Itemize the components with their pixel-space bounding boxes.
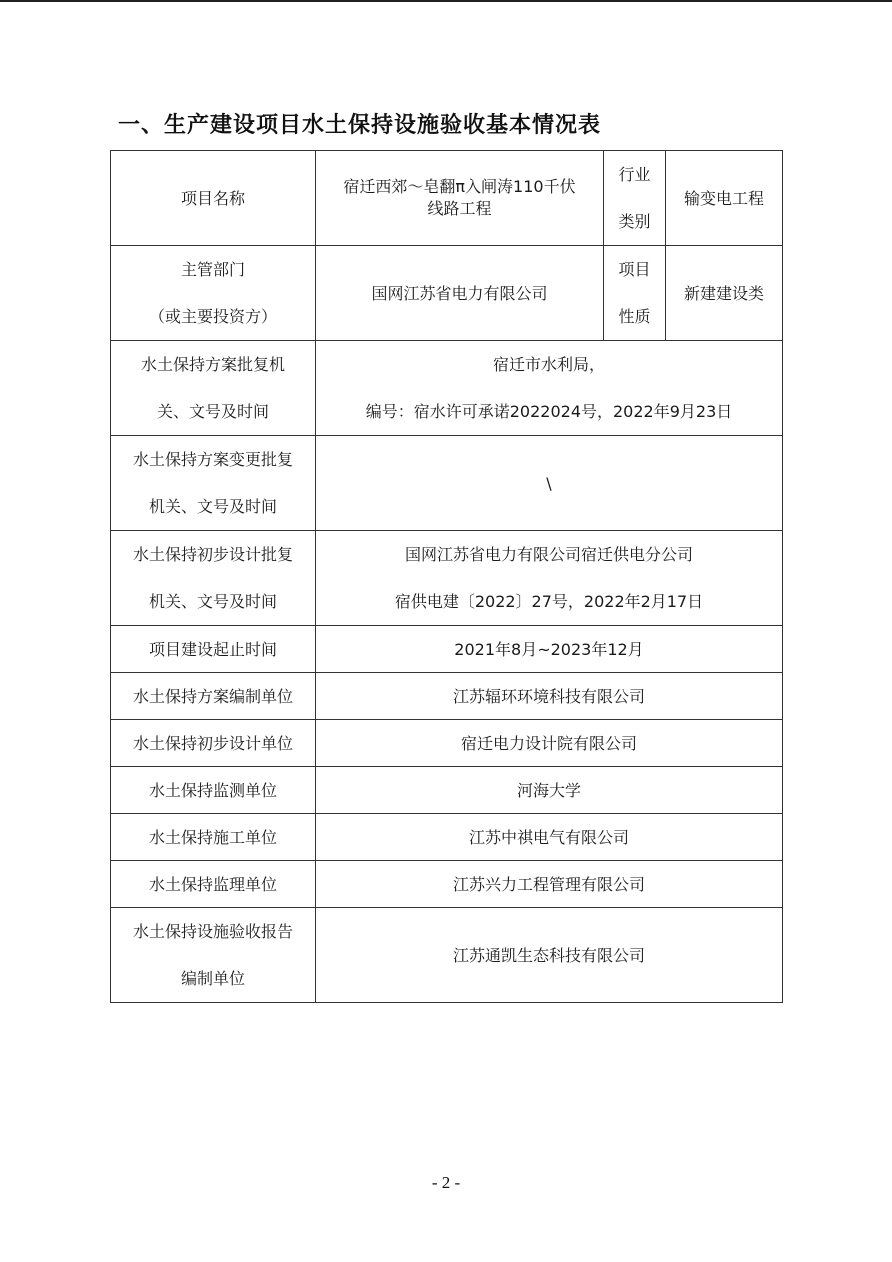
plan-approval-label: 水土保持方案批复机 关、文号及时间 xyxy=(111,341,316,436)
table-row xyxy=(111,908,783,1003)
plan-unit-value: 江苏辐环环境科技有限公司 xyxy=(316,673,783,720)
table-row xyxy=(111,531,783,626)
project-nature-label: 项目 性质 xyxy=(604,246,666,341)
monitoring-unit-label: 水土保持监测单位 xyxy=(111,767,316,814)
construction-unit-label: 水土保持施工单位 xyxy=(111,814,316,861)
plan-change-value: \ xyxy=(316,436,783,531)
department-value: 国网江苏省电力有限公司 xyxy=(316,246,604,341)
table-row xyxy=(111,246,783,341)
table-row xyxy=(111,151,783,246)
monitoring-unit-value: 河海大学 xyxy=(316,767,783,814)
table-row xyxy=(111,814,783,861)
report-unit-value: 江苏通凯生态科技有限公司 xyxy=(316,908,783,1003)
plan-approval-value: 宿迁市水利局， 编号：宿水许可承诺2022024号，2022年9月23日 xyxy=(316,341,783,436)
project-name-label: 项目名称 xyxy=(111,151,316,246)
industry-category-value: 输变电工程 xyxy=(666,151,783,246)
table-row xyxy=(111,861,783,908)
acceptance-info-table xyxy=(110,150,783,1003)
page-number: - 2 - xyxy=(431,1173,461,1192)
table-row xyxy=(111,720,783,767)
construction-unit-value: 江苏中祺电气有限公司 xyxy=(316,814,783,861)
prelim-design-value: 国网江苏省电力有限公司宿迁供电分公司 宿供电建〔2022〕27号，2022年2月17日 xyxy=(316,531,783,626)
construction-period-label: 项目建设起止时间 xyxy=(111,626,316,673)
department-label: 主管部门 （或主要投资方） xyxy=(111,246,316,341)
plan-unit-label: 水土保持方案编制单位 xyxy=(111,673,316,720)
prelim-design-label: 水土保持初步设计批复 机关、文号及时间 xyxy=(111,531,316,626)
table-row xyxy=(111,626,783,673)
project-nature-value: 新建建设类 xyxy=(666,246,783,341)
design-unit-value: 宿迁电力设计院有限公司 xyxy=(316,720,783,767)
construction-period-value: 2021年8月~2023年12月 xyxy=(316,626,783,673)
section-title: 一、生产建设项目水土保持设施验收基本情况表 xyxy=(118,113,602,138)
table-row xyxy=(111,436,783,531)
plan-change-label: 水土保持方案变更批复 机关、文号及时间 xyxy=(111,436,316,531)
page-top-border xyxy=(0,0,892,2)
supervision-unit-value: 江苏兴力工程管理有限公司 xyxy=(316,861,783,908)
report-unit-label: 水土保持设施验收报告 编制单位 xyxy=(111,908,316,1003)
table-row xyxy=(111,767,783,814)
table-row xyxy=(111,673,783,720)
supervision-unit-label: 水土保持监理单位 xyxy=(111,861,316,908)
project-name-value: 宿迁西郊～皂翻π入闸涛110千伏 线路工程 xyxy=(316,151,604,246)
industry-category-label: 行业 类别 xyxy=(604,151,666,246)
design-unit-label: 水土保持初步设计单位 xyxy=(111,720,316,767)
table-row xyxy=(111,341,783,436)
